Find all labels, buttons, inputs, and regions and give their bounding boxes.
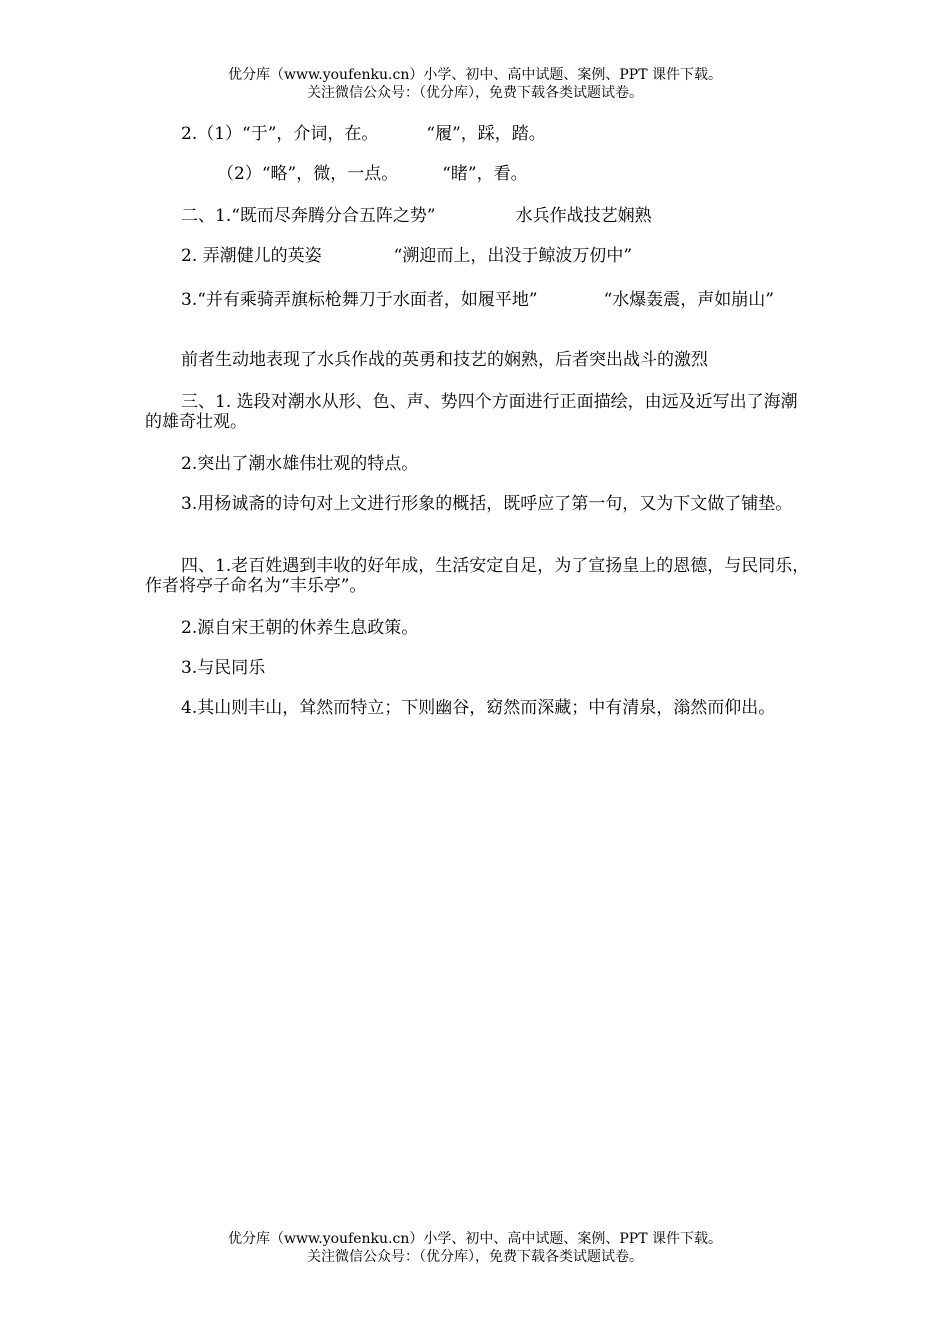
- paragraph-text: 3.用杨诚斋的诗句对上文进行形象的概括，既呼应了第一句，又为下文做了铺垫。: [181, 494, 793, 514]
- header-line-2: 关注微信公众号：（优分库），免费下载各类试题试卷。: [307, 85, 643, 101]
- answer-paragraph: [145, 246, 810, 266]
- paragraph-text: 3.“并有乘骑弄旗标枪舞刀于水面者，如履平地”: [181, 290, 538, 310]
- answer-paragraph: [145, 494, 810, 514]
- answer-paragraph: [145, 124, 810, 144]
- document-body: [145, 124, 810, 784]
- answer-paragraph: [145, 556, 810, 596]
- answer-paragraph: [145, 454, 810, 474]
- paragraph-text: 前者生动地表现了水兵作战的英勇和技艺的娴熟，后者突出战斗的激烈: [181, 350, 708, 370]
- answer-paragraph: [145, 392, 810, 432]
- answer-paragraph: [145, 698, 810, 718]
- paragraph-text: 2.源自宋王朝的休养生息政策。: [181, 618, 419, 638]
- paragraph-text: 三、1. 选段对潮水从形、色、声、势四个方面进行正面描绘，由远及近写出了海潮的雄奇壮观。: [145, 392, 798, 432]
- paragraph-text: 四、1.老百姓遇到丰收的好年成，生活安定自足，为了宣扬皇上的恩德，与民同乐，作者将亭子命名为“丰乐亭”。: [145, 556, 810, 596]
- paragraph-text: 3.与民同乐: [181, 658, 266, 678]
- paragraph-text: 二、1.“既而尽奔腾分合五阵之势”: [181, 206, 436, 226]
- paragraph-answer-text: “履”，踩，踏。: [426, 124, 546, 144]
- paragraph-answer-text: “溯迎而上，出没于鲸波万仞中”: [393, 246, 633, 266]
- answer-paragraph: [145, 206, 810, 226]
- footer-line-1: 优分库（www.youfenku.cn）小学、初中、高中试题、案例、PPT 课件下载。: [227, 1231, 722, 1247]
- header-line-1: 优分库（www.youfenku.cn）小学、初中、高中试题、案例、PPT 课件下载。: [227, 67, 722, 83]
- answer-paragraph: [145, 290, 810, 310]
- answer-paragraph: [145, 350, 810, 370]
- paragraph-answer-text: 水兵作战技艺娴熟: [515, 206, 652, 226]
- footer-line-2: 关注微信公众号：（优分库），免费下载各类试题试卷。: [307, 1249, 643, 1265]
- paragraph-answer-text: “水爆轰震，声如崩山”: [603, 290, 774, 310]
- answer-paragraph: [145, 658, 810, 678]
- paragraph-text: （2）“略”，微，一点。: [217, 164, 399, 184]
- paragraph-text: 2. 弄潮健儿的英姿: [181, 246, 322, 266]
- page-header: [0, 66, 950, 102]
- paragraph-answer-text: “睹”，看。: [442, 164, 528, 184]
- page-footer: [0, 1230, 950, 1266]
- paragraph-text: 2.突出了潮水雄伟壮观的特点。: [181, 454, 419, 474]
- paragraph-text: 4.其山则丰山，耸然而特立；下则幽谷，窈然而深藏；中有清泉，滃然而仰出。: [181, 698, 776, 718]
- answer-paragraph: [145, 164, 810, 184]
- answer-paragraph: [145, 618, 810, 638]
- paragraph-text: 2.（1）“于”，介词，在。: [181, 124, 379, 144]
